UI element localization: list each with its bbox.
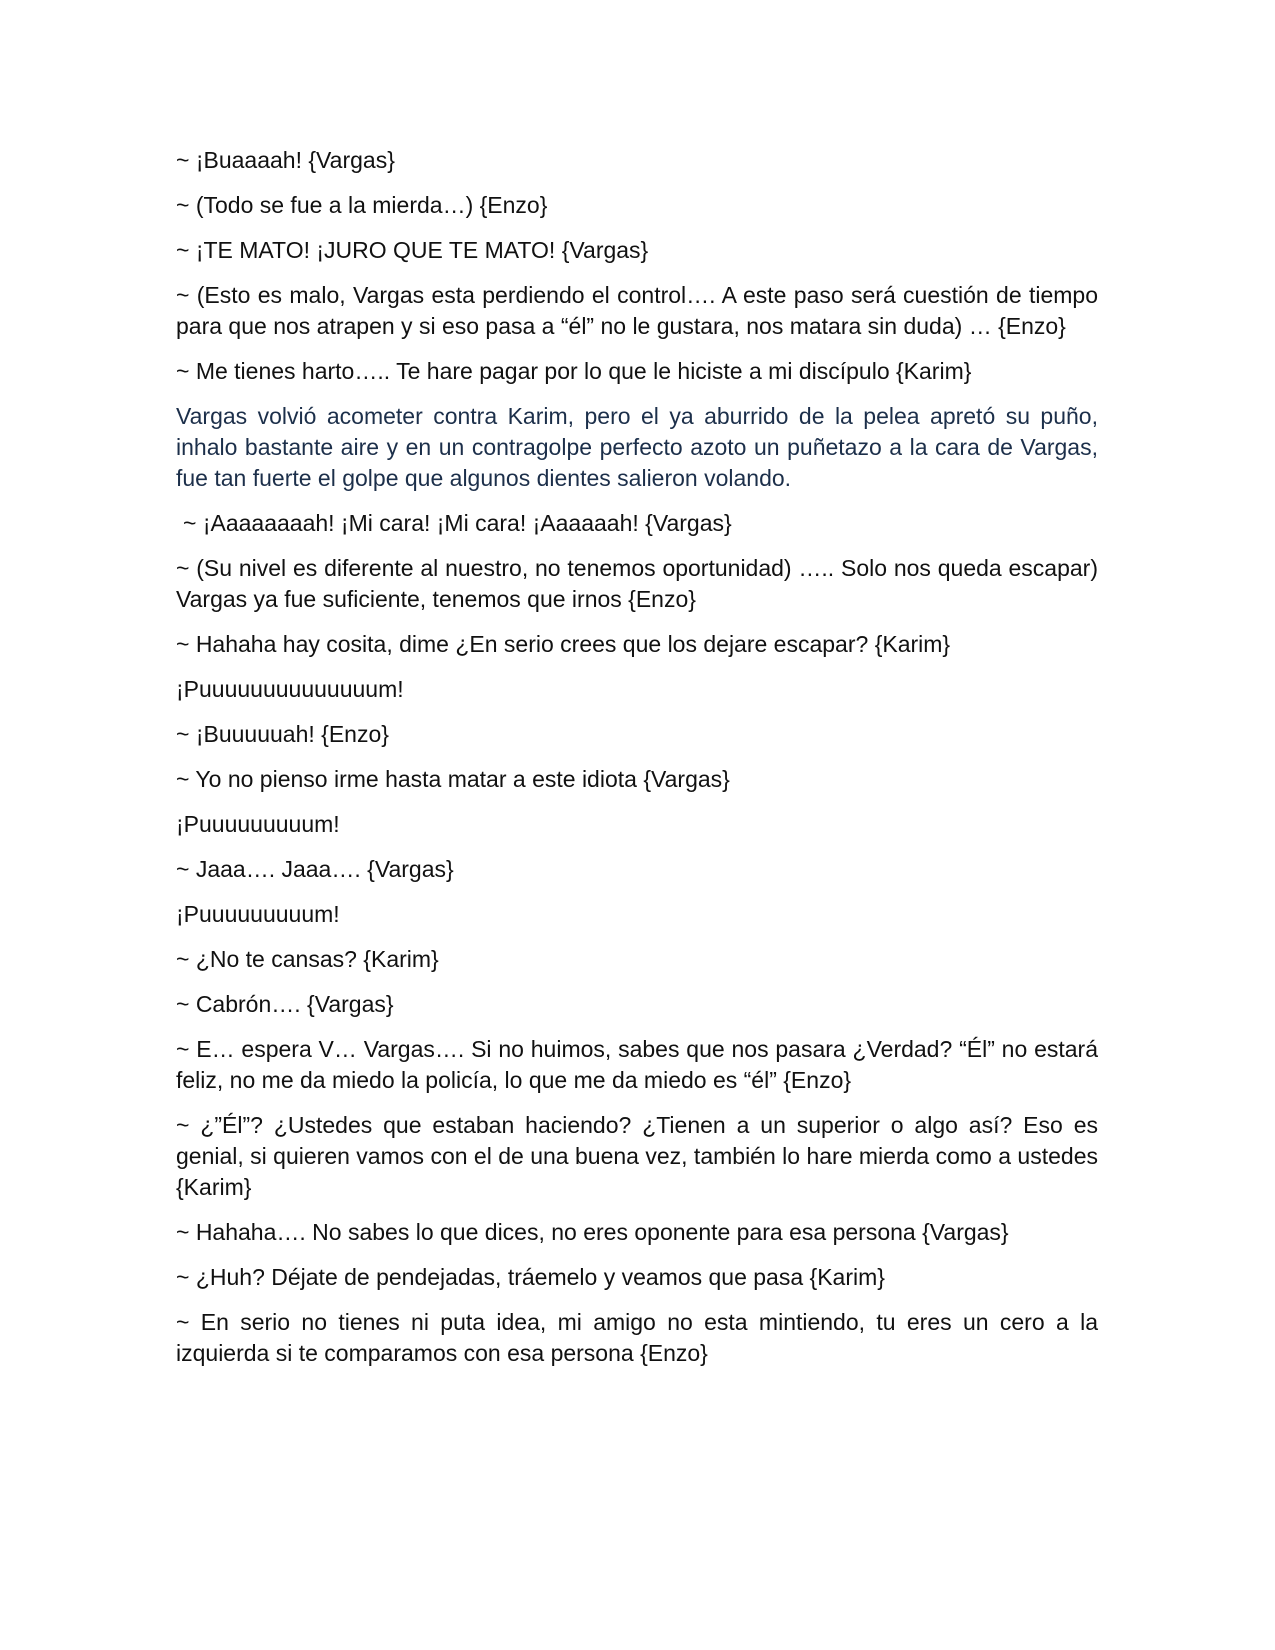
dialogue-line: ~ (Esto es malo, Vargas esta perdiendo el control…. A este paso será cuestión de tiempo para que nos atrapen y si eso pasa a “él” no le gustara, nos matara sin duda) … {Enzo}	[176, 282, 1098, 339]
narration-paragraph: Vargas volvió acometer contra Karim, pero el ya aburrido de la pelea apretó su puño, inhalo bastante aire y en un contragolpe perfecto azoto un puñetazo a la cara de Vargas, fue tan fuerte el golpe que algunos dientes salieron volando.	[176, 403, 1098, 491]
dialogue-line: ~ Yo no pienso irme hasta matar a este idiota {Vargas}	[176, 766, 730, 792]
dialogue-line: ~ ¡Buaaaah! {Vargas}	[176, 147, 395, 173]
dialogue-line: ~ En serio no tienes ni puta idea, mi amigo no esta mintiendo, tu eres un cero a la izquierda si te comparamos con esa persona {Enzo}	[176, 1309, 1098, 1366]
dialogue-line: ~ ¿”Él”? ¿Ustedes que estaban haciendo? ¿Tienen a un superior o algo así? Eso es genial, si quieren vamos con el de una buena vez, también lo hare mierda como a ustedes {Karim}	[176, 1112, 1098, 1200]
dialogue-line: ~ (Su nivel es diferente al nuestro, no tenemos oportunidad) ….. Solo nos queda escapar) Vargas ya fue suficiente, tenemos que irnos {Enzo}	[176, 555, 1098, 612]
dialogue-line: ~ ¡Buuuuuah! {Enzo}	[176, 721, 389, 747]
dialogue-line: ~ Hahaha hay cosita, dime ¿En serio crees que los dejare escapar? {Karim}	[176, 631, 951, 657]
sound-effect-line: ¡Puuuuuuuuum!	[176, 901, 340, 927]
dialogue-line: ~ E… espera V… Vargas…. Si no huimos, sabes que nos pasara ¿Verdad? “Él” no estará feliz, no me da miedo la policía, lo que me da miedo es “él” {Enzo}	[176, 1036, 1098, 1093]
dialogue-line: ~ ¡Aaaaaaaah! ¡Mi cara! ¡Mi cara! ¡Aaaaaah! {Vargas}	[183, 510, 732, 536]
dialogue-line: ~ Me tienes harto….. Te hare pagar por lo que le hiciste a mi discípulo {Karim}	[176, 358, 972, 384]
document-body	[176, 145, 1098, 1383]
dialogue-line: ~ Jaaa…. Jaaa…. {Vargas}	[176, 856, 454, 882]
dialogue-line: ~ ¿Huh? Déjate de pendejadas, tráemelo y veamos que pasa {Karim}	[176, 1264, 885, 1290]
dialogue-line: ~ (Todo se fue a la mierda…) {Enzo}	[176, 192, 548, 218]
dialogue-line: ~ Hahaha…. No sabes lo que dices, no eres oponente para esa persona {Vargas}	[176, 1219, 1009, 1245]
sound-effect-line: ¡Puuuuuuuuum!	[176, 811, 340, 837]
dialogue-line: ~ ¡TE MATO! ¡JURO QUE TE MATO! {Vargas}	[176, 237, 649, 263]
dialogue-line: ~ Cabrón…. {Vargas}	[176, 991, 394, 1017]
dialogue-line: ~ ¿No te cansas? {Karim}	[176, 946, 439, 972]
sound-effect-line: ¡Puuuuuuuuuuuuuum!	[176, 676, 404, 702]
